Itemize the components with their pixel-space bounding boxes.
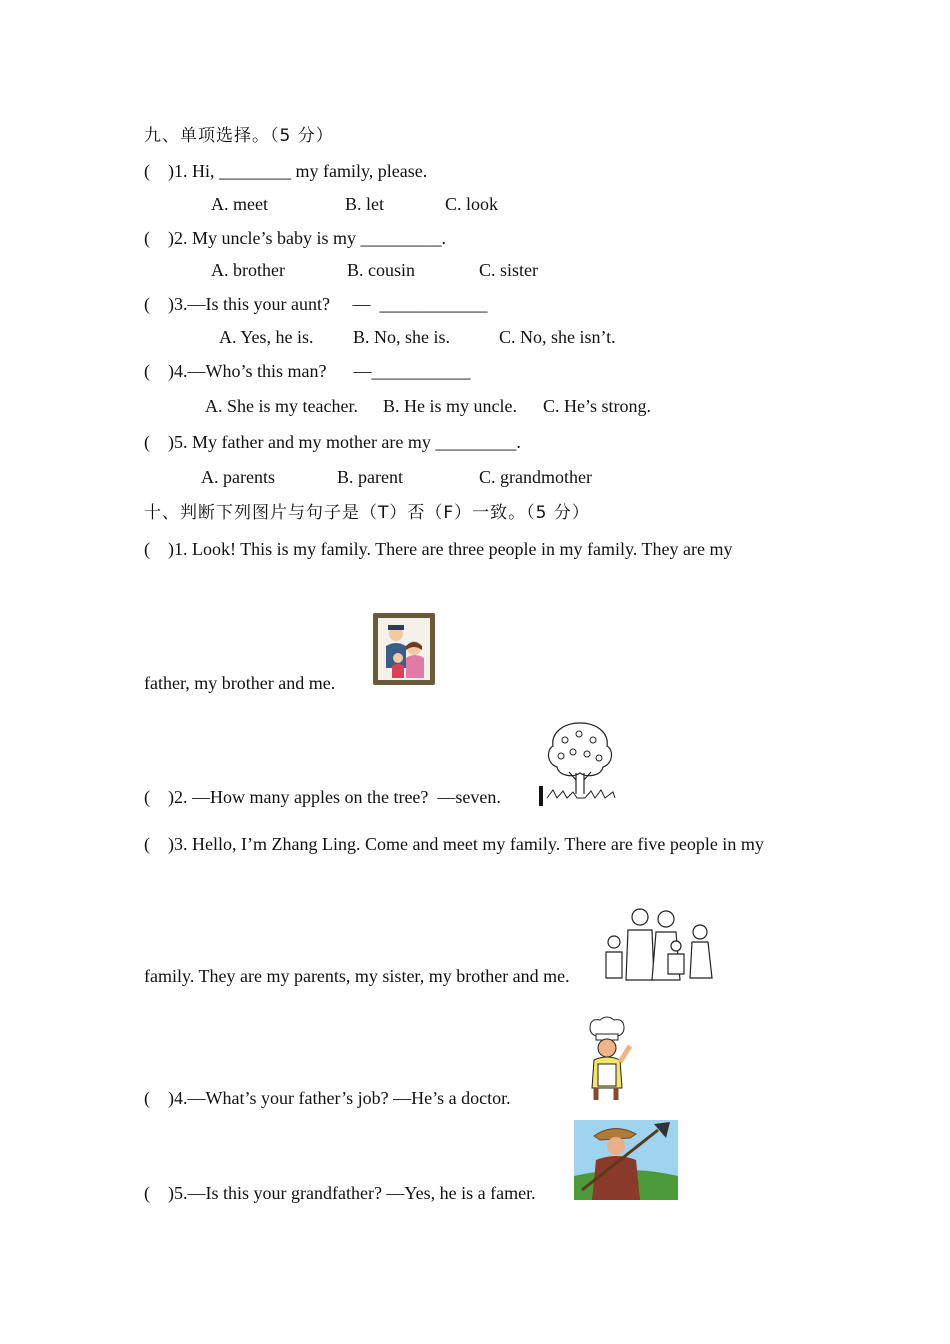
- q9-4-option-b: B. He is my uncle.: [383, 396, 517, 416]
- q9-1-stem: ( )1. Hi, ________ my family, please.: [144, 161, 428, 181]
- section-10-title: 十、判断下列图片与句子是（T）否（F）一致。（5 分）: [144, 503, 590, 523]
- q9-5-option-c: C. grandmother: [479, 467, 592, 487]
- chef-image: [580, 1016, 634, 1104]
- q9-4-option-c: C. He’s strong.: [543, 396, 651, 416]
- family-of-five-image: [600, 902, 718, 982]
- q9-3-option-b: B. No, she is.: [353, 327, 451, 347]
- q9-4-stem: ( )4.—Who’s this man? —___________: [144, 361, 471, 381]
- q9-3-option-a: A. Yes, he is.: [219, 327, 314, 347]
- q10-2-line1: ( )2. —How many apples on the tree? —seven.: [144, 787, 501, 807]
- q9-2-option-a: A. brother: [211, 260, 285, 280]
- q9-3-stem: ( )3.—Is this your aunt? — ____________: [144, 294, 488, 314]
- q9-2-option-c: C. sister: [479, 260, 539, 280]
- q10-5-line1: ( )5.—Is this your grandfather? —Yes, he is a famer.: [144, 1183, 536, 1203]
- q9-2-stem: ( )2. My uncle’s baby is my _________.: [144, 228, 446, 248]
- section-9-title: 九、单项选择。（5 分）: [144, 126, 334, 146]
- q9-1-option-b: B. let: [345, 194, 384, 214]
- q9-3-option-c: C. No, she isn’t.: [499, 327, 616, 347]
- q10-3-line2: family. They are my parents, my sister, my brother and me.: [144, 966, 570, 986]
- q9-2-option-b: B. cousin: [347, 260, 416, 280]
- q9-4-option-a: A. She is my teacher.: [205, 396, 358, 416]
- q9-5-option-a: A. parents: [201, 467, 275, 487]
- family-photo-frame-image: [372, 612, 436, 686]
- q9-1-option-c: C. look: [445, 194, 499, 214]
- apple-tree-image: [543, 718, 617, 802]
- q10-3-line1: ( )3. Hello, I’m Zhang Ling. Come and meet my family. There are five people in my: [144, 834, 764, 854]
- q10-1-line2: father, my brother and me.: [144, 673, 336, 693]
- q9-5-stem: ( )5. My father and my mother are my _________.: [144, 432, 521, 452]
- q9-5-option-b: B. parent: [337, 467, 403, 487]
- q10-4-line1: ( )4.—What’s your father’s job? —He’s a doctor.: [144, 1088, 511, 1108]
- q9-1-option-a: A. meet: [211, 194, 268, 214]
- farmer-image: [574, 1120, 678, 1200]
- q10-1-line1: ( )1. Look! This is my family. There are three people in my family. They are my: [144, 539, 733, 559]
